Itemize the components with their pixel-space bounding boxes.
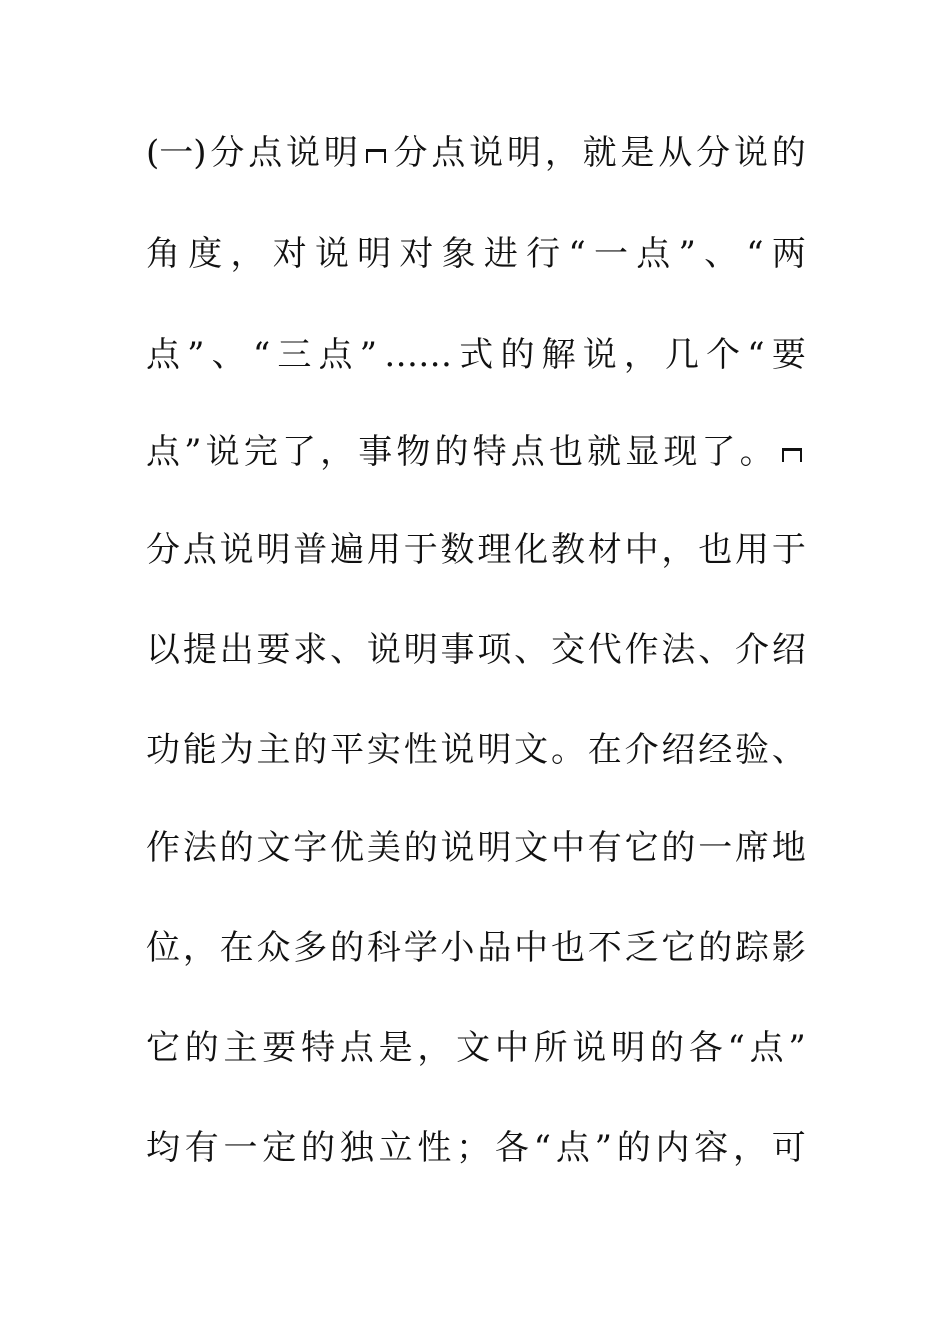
line-char: ”: [359, 335, 378, 375]
line-char: 以: [146, 630, 180, 670]
line-char: “: [727, 1028, 745, 1068]
line-char: 、: [330, 630, 365, 670]
line-char: 一: [593, 234, 628, 274]
line-char: 可: [771, 1128, 806, 1168]
line-char: 明: [506, 133, 541, 173]
line-char: 踪: [735, 928, 769, 968]
line-char: 有: [587, 828, 622, 868]
text-line: [146, 720, 806, 780]
line-char: 的: [330, 928, 365, 968]
line-char: 解: [541, 335, 576, 375]
line-char: 的: [616, 1128, 651, 1168]
line-char: 点: [510, 432, 545, 472]
line-char: ，: [417, 1028, 452, 1068]
line-char: 学: [403, 928, 438, 968]
line-char: 文: [456, 1028, 491, 1068]
line-char: 容: [694, 1128, 729, 1168]
line-char: 。: [739, 432, 774, 472]
line-char: 要: [262, 1028, 297, 1068]
line-char: 文: [514, 828, 549, 868]
line-char: 点: [431, 133, 466, 173]
line-char: 明: [403, 630, 438, 670]
line-char: 对: [272, 234, 307, 274]
line-char: “: [747, 335, 765, 375]
line-char: 说: [440, 828, 475, 868]
line-char: 项: [477, 630, 512, 670]
line-char: 从: [658, 133, 693, 173]
line-char: 的: [500, 335, 535, 375]
line-char: 法: [661, 630, 696, 670]
line-char: ，: [182, 928, 217, 968]
line-char: 说: [440, 730, 475, 770]
line-char: 经: [698, 730, 733, 770]
line-char: 明: [477, 730, 512, 770]
line-char: 的: [301, 1128, 336, 1168]
text-line: [146, 224, 806, 284]
line-char: ，: [320, 432, 355, 472]
line-char: 、: [704, 234, 739, 274]
line-char: 内: [655, 1128, 690, 1168]
line-char: 出: [219, 630, 254, 670]
line-char: 进: [483, 234, 518, 274]
line-char: 点: [318, 335, 353, 375]
line-char: 明: [256, 530, 291, 570]
line-char: ；: [456, 1128, 491, 1168]
line-char: ，: [623, 335, 658, 375]
line-char: 文: [514, 730, 549, 770]
line-char: 也: [548, 432, 583, 472]
line-char: 分: [146, 530, 180, 570]
line-char: 点: [146, 335, 180, 375]
line-char: 介: [735, 630, 769, 670]
line-char: 点: [182, 530, 217, 570]
line-char: 也: [698, 530, 733, 570]
line-char: 所: [533, 1028, 568, 1068]
line-char: 式: [459, 335, 494, 375]
text-line: [146, 123, 806, 183]
line-char: 也: [550, 928, 585, 968]
line-char: 影: [771, 928, 806, 968]
line-char: 的: [771, 133, 806, 173]
section-break-mark: [778, 440, 806, 464]
line-char: 用: [735, 530, 769, 570]
line-char: 立: [378, 1128, 413, 1168]
line-char: 功: [146, 730, 180, 770]
line-char: 象: [441, 234, 476, 274]
line-char: 说: [286, 133, 321, 173]
line-char: 它: [624, 828, 659, 868]
line-char: 明: [323, 133, 358, 173]
line-char: “: [533, 1128, 552, 1168]
line-char: 实: [366, 730, 401, 770]
line-char: 普: [293, 530, 328, 570]
line-char: 度: [188, 234, 223, 274]
line-char: 的: [219, 828, 254, 868]
line-char: 分: [393, 133, 428, 173]
line-char: 要: [771, 335, 806, 375]
line-char: 说: [733, 133, 768, 173]
line-char: ”: [184, 432, 202, 472]
line-char: 独: [339, 1128, 374, 1168]
line-char: 一: [698, 828, 733, 868]
line-char: 显: [625, 432, 660, 472]
text-line: [146, 520, 806, 580]
line-char: 的: [434, 432, 469, 472]
line-char: 的: [649, 1028, 684, 1068]
line-char: ，: [733, 1128, 768, 1168]
text-line: [146, 325, 806, 385]
line-char: 两: [771, 234, 806, 274]
line-char: (一): [146, 133, 207, 173]
line-char: ，: [230, 234, 265, 274]
line-char: 特: [472, 432, 507, 472]
line-char: 于: [403, 530, 438, 570]
line-char: 中: [550, 828, 585, 868]
line-char: 分: [696, 133, 731, 173]
line-char: 物: [396, 432, 431, 472]
line-char: “: [252, 335, 271, 375]
line-char: ”: [678, 234, 696, 274]
line-char: 说: [205, 432, 240, 472]
line-char: 验: [735, 730, 769, 770]
line-char: 明: [357, 234, 392, 274]
line-char: 遍: [330, 530, 365, 570]
line-char: 完: [243, 432, 278, 472]
line-char: 席: [735, 828, 769, 868]
line-char: 为: [219, 730, 254, 770]
line-char: 作: [624, 630, 659, 670]
line-char: 字: [293, 828, 328, 868]
line-char: 有: [184, 1128, 219, 1168]
line-char: 说: [572, 1028, 607, 1068]
line-char: 行: [526, 234, 561, 274]
line-char: 点: [636, 234, 671, 274]
line-char: 主: [223, 1028, 258, 1068]
line-char: 优: [330, 828, 365, 868]
line-char: 性: [417, 1128, 452, 1168]
line-char: 分: [210, 133, 245, 173]
line-char: 文: [256, 828, 291, 868]
line-char: 说: [219, 530, 254, 570]
line-char: 几: [665, 335, 699, 375]
line-char: 绍: [771, 630, 806, 670]
line-char: 三: [277, 335, 312, 375]
line-char: 点: [146, 432, 180, 472]
line-char: 点: [749, 1028, 784, 1068]
line-char: 科: [366, 928, 401, 968]
line-char: 、: [771, 730, 806, 770]
line-char: 一: [223, 1128, 258, 1168]
line-char: 各: [494, 1128, 529, 1168]
line-char: 在: [587, 730, 622, 770]
line-char: 交: [550, 630, 585, 670]
line-char: 化: [514, 530, 549, 570]
line-char: 众: [256, 928, 291, 968]
line-char: 美: [366, 828, 401, 868]
line-char: 点: [555, 1128, 590, 1168]
line-char: 教: [550, 530, 585, 570]
text-line: [146, 620, 806, 680]
text-line: [146, 918, 806, 978]
line-char: 了: [281, 432, 316, 472]
line-char: 平: [330, 730, 365, 770]
line-char: 作: [146, 828, 180, 868]
line-char: 于: [771, 530, 806, 570]
line-char: 角: [146, 234, 180, 274]
line-char: 事: [358, 432, 393, 472]
line-char: 对: [399, 234, 434, 274]
line-char: 的: [661, 828, 696, 868]
line-char: 理: [477, 530, 512, 570]
line-char: 说: [314, 234, 349, 274]
line-char: 的: [698, 928, 733, 968]
line-char: 明: [611, 1028, 646, 1068]
line-char: 要: [256, 630, 291, 670]
line-char: “: [568, 234, 586, 274]
line-char: 地: [771, 828, 806, 868]
line-char: 了: [701, 432, 736, 472]
text-line: [146, 422, 806, 482]
line-char: 个: [706, 335, 741, 375]
line-char: 是: [620, 133, 655, 173]
line-char: ……: [384, 335, 453, 375]
line-char: 法: [182, 828, 217, 868]
line-char: 、: [698, 630, 733, 670]
line-char: 多: [293, 928, 328, 968]
line-char: 用: [366, 530, 401, 570]
line-char: 特: [301, 1028, 336, 1068]
line-char: 位: [146, 928, 180, 968]
line-char: 它: [661, 928, 696, 968]
line-char: ，: [544, 133, 579, 173]
line-char: 就: [587, 432, 622, 472]
line-char: 小: [440, 928, 475, 968]
line-char: ，: [661, 530, 696, 570]
line-char: ”: [187, 335, 205, 375]
line-char: 定: [262, 1128, 297, 1168]
line-char: 说: [582, 335, 617, 375]
section-break-mark: [362, 141, 390, 165]
line-char: 的: [403, 828, 438, 868]
line-char: ”: [594, 1128, 612, 1168]
line-char: 的: [184, 1028, 219, 1068]
line-char: 各: [688, 1028, 723, 1068]
line-char: 求: [293, 630, 328, 670]
line-char: 点: [339, 1028, 374, 1068]
text-line: [146, 1118, 806, 1178]
line-char: 品: [477, 928, 512, 968]
line-char: 、: [211, 335, 246, 375]
line-char: 提: [182, 630, 217, 670]
line-char: 。: [550, 730, 585, 770]
line-char: 就: [582, 133, 617, 173]
line-char: 性: [403, 730, 438, 770]
line-char: 绍: [661, 730, 696, 770]
line-char: 现: [663, 432, 698, 472]
line-char: 材: [587, 530, 622, 570]
line-char: 在: [219, 928, 254, 968]
line-char: 说: [469, 133, 504, 173]
text-line: [146, 1018, 806, 1078]
line-char: 主: [256, 730, 291, 770]
line-char: 明: [477, 828, 512, 868]
line-char: 它: [146, 1028, 180, 1068]
line-char: 的: [293, 730, 328, 770]
text-line: [146, 818, 806, 878]
line-char: 点: [248, 133, 283, 173]
line-char: 中: [514, 928, 549, 968]
line-char: “: [746, 234, 764, 274]
line-char: 均: [146, 1128, 180, 1168]
line-char: 介: [624, 730, 659, 770]
line-char: 中: [624, 530, 659, 570]
line-char: 不: [587, 928, 622, 968]
line-char: 说: [366, 630, 401, 670]
line-char: 乏: [624, 928, 659, 968]
line-char: 代: [587, 630, 622, 670]
line-char: ”: [788, 1028, 806, 1068]
line-char: 数: [440, 530, 475, 570]
line-char: 中: [494, 1028, 529, 1068]
line-char: 是: [378, 1028, 413, 1068]
line-char: 能: [182, 730, 217, 770]
line-char: 事: [440, 630, 475, 670]
line-char: 、: [514, 630, 549, 670]
